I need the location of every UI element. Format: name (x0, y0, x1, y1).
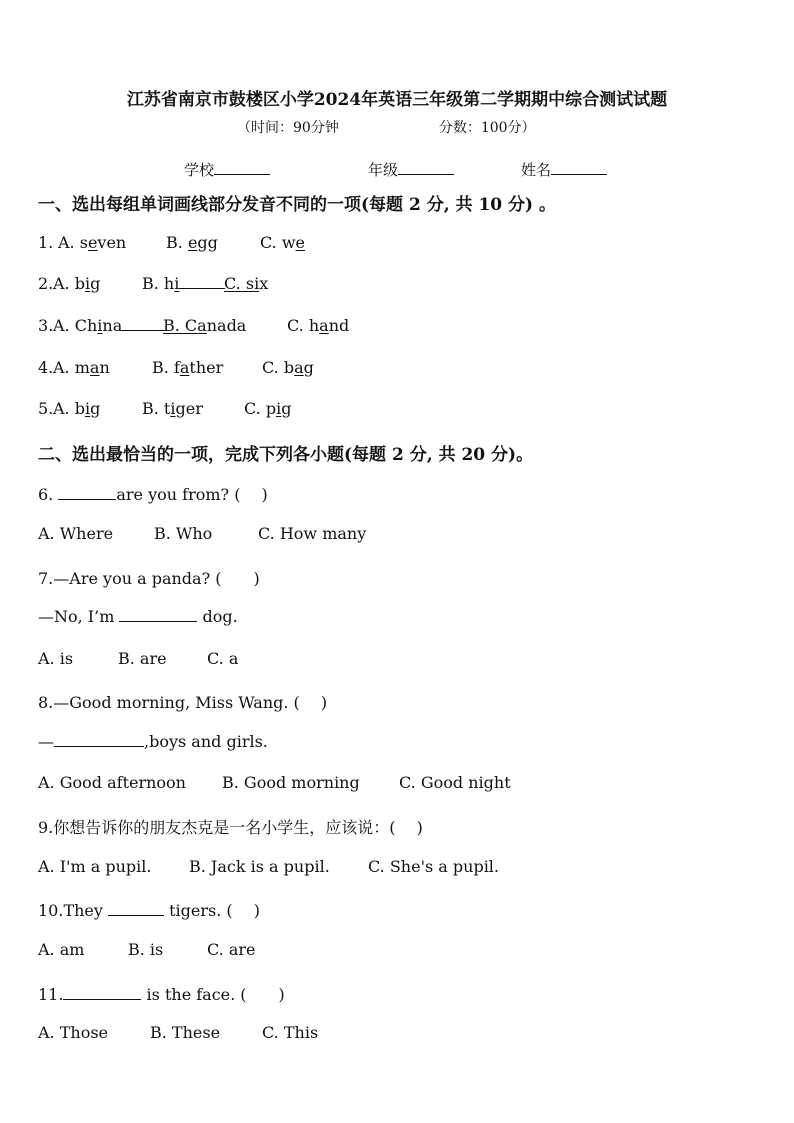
name-blank[interactable] (551, 162, 607, 175)
q10-option-a[interactable]: A. am (38, 940, 85, 959)
grade-field (368, 159, 454, 180)
q2-option-c: C. six (224, 274, 269, 293)
q7-option-b[interactable]: B. are (118, 649, 167, 668)
q9-option-a[interactable]: A. I'm a pupil. (38, 857, 152, 876)
q5-option-b: B. tiger (142, 399, 203, 418)
question-11: 11. is the face. ( ) (38, 985, 285, 1004)
school-label: 学校 (184, 161, 215, 179)
q1-option-c: C. we (260, 233, 306, 252)
q11-option-c[interactable]: C. This (262, 1023, 319, 1042)
q8-option-a[interactable]: A. Good afternoon (38, 773, 186, 792)
q5-number: 5. (38, 399, 54, 418)
q6-option-a[interactable]: A. Where (38, 524, 114, 543)
q8-answer-line: — ,boys and girls. (38, 732, 268, 751)
student-info-row (0, 159, 794, 181)
question-8: 8.—Good morning, Miss Wang. ( ) (38, 693, 328, 712)
q6-text: are you from? ( ) (116, 485, 268, 504)
q9-option-c[interactable]: C. She's a pupil. (368, 857, 500, 876)
q6-blank[interactable] (58, 487, 116, 500)
question-7: 7.—Are you a panda? ( ) (38, 569, 260, 588)
q11-blank[interactable] (63, 987, 141, 1000)
page-title: 江苏省南京市鼓楼区小学2024年英语三年级第二学期期中综合测试试题 (126, 90, 668, 110)
school-field (184, 159, 270, 180)
question-10: 10.They tigers. ( ) (38, 901, 260, 920)
q10-blank[interactable] (108, 903, 164, 916)
time-limit: （时间：90分钟 (237, 120, 339, 136)
q6-option-b[interactable]: B. Who (154, 524, 213, 543)
q3-number: 3. (38, 316, 54, 335)
q5-option-a: A. big (53, 399, 101, 418)
q3-option-a: A. China (53, 316, 166, 335)
q4-option-b: B. father (152, 358, 224, 377)
q8-option-c[interactable]: C. Good night (399, 773, 511, 792)
q8-option-b[interactable]: B. Good morning (222, 773, 360, 792)
q6-option-c[interactable]: C. How many (258, 524, 367, 543)
q6-prefix: 6. (38, 485, 59, 504)
q10-option-b[interactable]: B. is (128, 940, 164, 959)
q7-answer-line: —No, I’m dog. (38, 607, 238, 626)
q9-option-b[interactable]: B. Jack is a pupil. (189, 857, 330, 876)
q7-option-c[interactable]: C. a (207, 649, 239, 668)
q1-option-b: B. egg (166, 233, 218, 252)
section-2-heading: 二、选出最恰当的一项，完成下列各小题(每题 2 分, 共 20 分)。 (38, 445, 534, 465)
q5-option-c: C. pig (244, 399, 292, 418)
q2-option-b: B. hi (142, 274, 225, 293)
q10-option-c[interactable]: C. are (207, 940, 256, 959)
q3-option-b: B. Canada (163, 316, 247, 335)
name-label: 姓名 (521, 161, 552, 179)
name-field (521, 159, 607, 180)
section-1-heading: 一、选出每组单词画线部分发音不同的一项(每题 2 分, 共 10 分) 。 (38, 195, 557, 215)
q3-option-c: C. hand (287, 316, 350, 335)
q2-option-a: A. big (53, 274, 101, 293)
grade-blank[interactable] (398, 162, 454, 175)
q2-number: 2. (38, 274, 54, 293)
q1-number: 1. (38, 233, 54, 252)
q4-option-c: C. bag (262, 358, 314, 377)
grade-label: 年级 (368, 161, 399, 179)
question-9: 9.你想告诉你的朋友杰克是一名小学生，应该说：( ) (38, 818, 423, 837)
q11-option-a[interactable]: A. Those (38, 1023, 109, 1042)
q11-option-b[interactable]: B. These (150, 1023, 221, 1042)
q7-blank[interactable] (119, 609, 197, 622)
total-score: 分数：100分） (438, 120, 536, 136)
q4-number: 4. (38, 358, 54, 377)
exam-meta (237, 117, 536, 137)
q1-option-a: A. seven (58, 233, 127, 252)
question-6 (38, 482, 268, 505)
school-blank[interactable] (214, 162, 270, 175)
q4-option-a: A. man (53, 358, 110, 377)
q8-blank[interactable] (54, 734, 144, 747)
q7-option-a[interactable]: A. is (38, 649, 74, 668)
